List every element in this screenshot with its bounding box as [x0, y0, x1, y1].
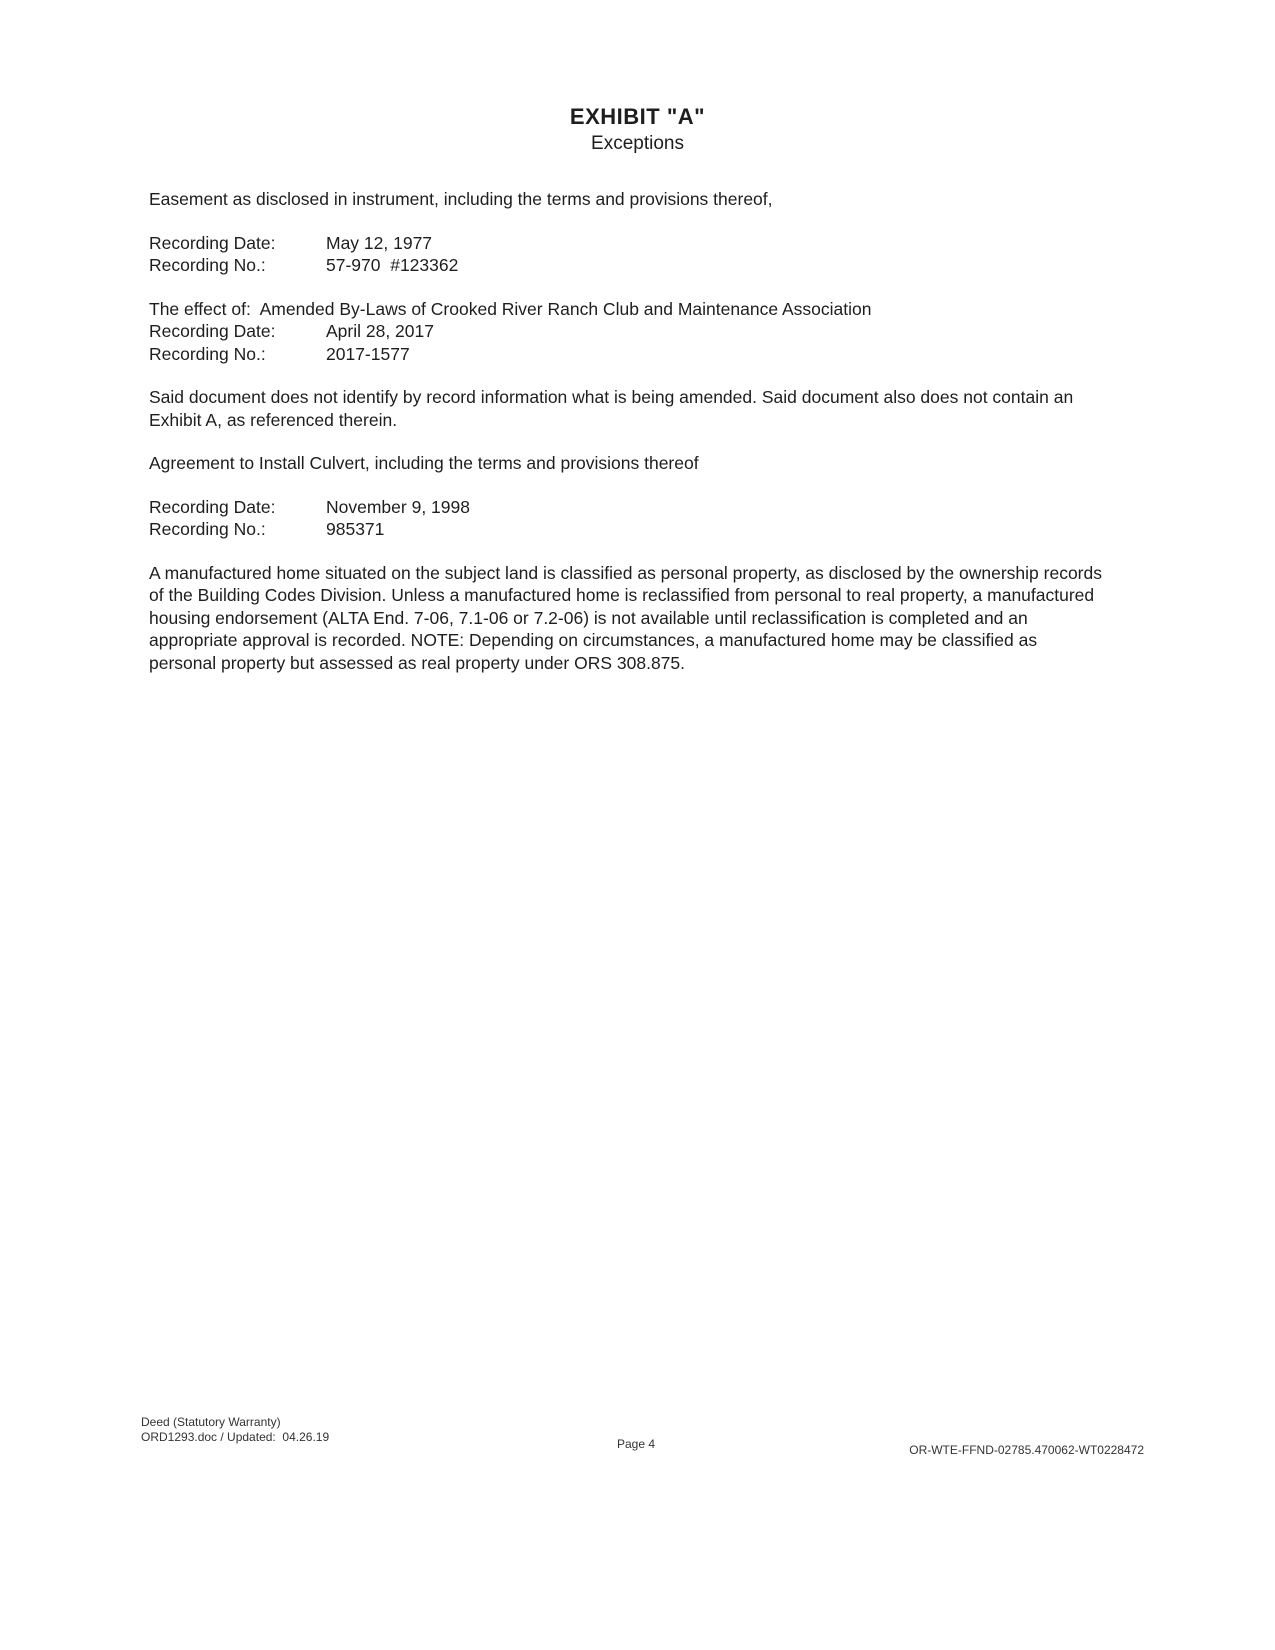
exception-easement-text: Easement as disclosed in instrument, including the terms and provisions thereof, [149, 189, 773, 209]
exception-easement-recording [149, 232, 1129, 277]
recording-date-row [149, 232, 1129, 255]
recording-no-row [149, 343, 1129, 366]
document-header [0, 104, 1275, 156]
recording-date-row [149, 496, 1129, 519]
footer-doc-info [141, 1415, 329, 1445]
recording-date-value: November 9, 1998 [326, 496, 470, 517]
recording-date-label: Recording Date: [149, 496, 276, 517]
recording-no-row [149, 254, 1129, 277]
exception-bylaws-note: Said document does not identify by record information what is being amended. Said document also does not contain an Exhibit A, as referenced therein. [149, 387, 1074, 430]
page-footer [0, 1415, 1275, 1475]
recording-no-row [149, 518, 1129, 541]
footer-doc-ref: ORD1293.doc / Updated: 04.26.19 [141, 1430, 330, 1444]
recording-no-value: 985371 [326, 519, 385, 539]
exception-manufactured-home-text: A manufactured home situated on the subject land is classified as personal property, as disclosed by the ownership records of the Building Codes Division. Unless a manufactured home is reclassified from personal to real property, a manufactured housing endorsement (ALTA End. 7-06, 7.1-06 or 7.2-06) is not available until reclassification is completed and an appropriate approval is recorded. NOTE: Depending on circumstances, a manufactured home may be classified as personal property but assessed as real property under ORS 308.875. [149, 562, 1102, 673]
exceptions-body [149, 188, 1129, 695]
exhibit-subtitle: Exceptions [591, 133, 684, 154]
footer-file-number: OR-WTE-FFND-02785.470062-WT0228472 [909, 1443, 1144, 1457]
recording-no-label: Recording No.: [149, 255, 266, 275]
exception-bylaws [149, 298, 1129, 366]
recording-date-label: Recording Date: [149, 321, 276, 341]
exception-culvert-text: Agreement to Install Culvert, including the terms and provisions thereof [149, 453, 699, 473]
recording-date-value: April 28, 2017 [326, 321, 434, 341]
exhibit-title: EXHIBIT "A" [569, 104, 706, 129]
recording-no-label: Recording No.: [149, 343, 266, 364]
recording-no-value: 2017-1577 [326, 343, 410, 364]
exception-bylaws-text: The effect of: Amended By-Laws of Crooked River Ranch Club and Maintenance Association [149, 298, 872, 319]
footer-doc-type: Deed (Statutory Warranty) [141, 1415, 281, 1429]
footer-page-number: Page 4 [617, 1437, 656, 1451]
recording-no-value: 57-970 #123362 [326, 255, 459, 275]
exception-culvert-recording [149, 496, 1129, 541]
recording-no-label: Recording No.: [149, 519, 266, 539]
recording-date-value: May 12, 1977 [326, 232, 433, 253]
recording-date-label: Recording Date: [149, 232, 276, 253]
recording-date-row [149, 320, 1129, 343]
